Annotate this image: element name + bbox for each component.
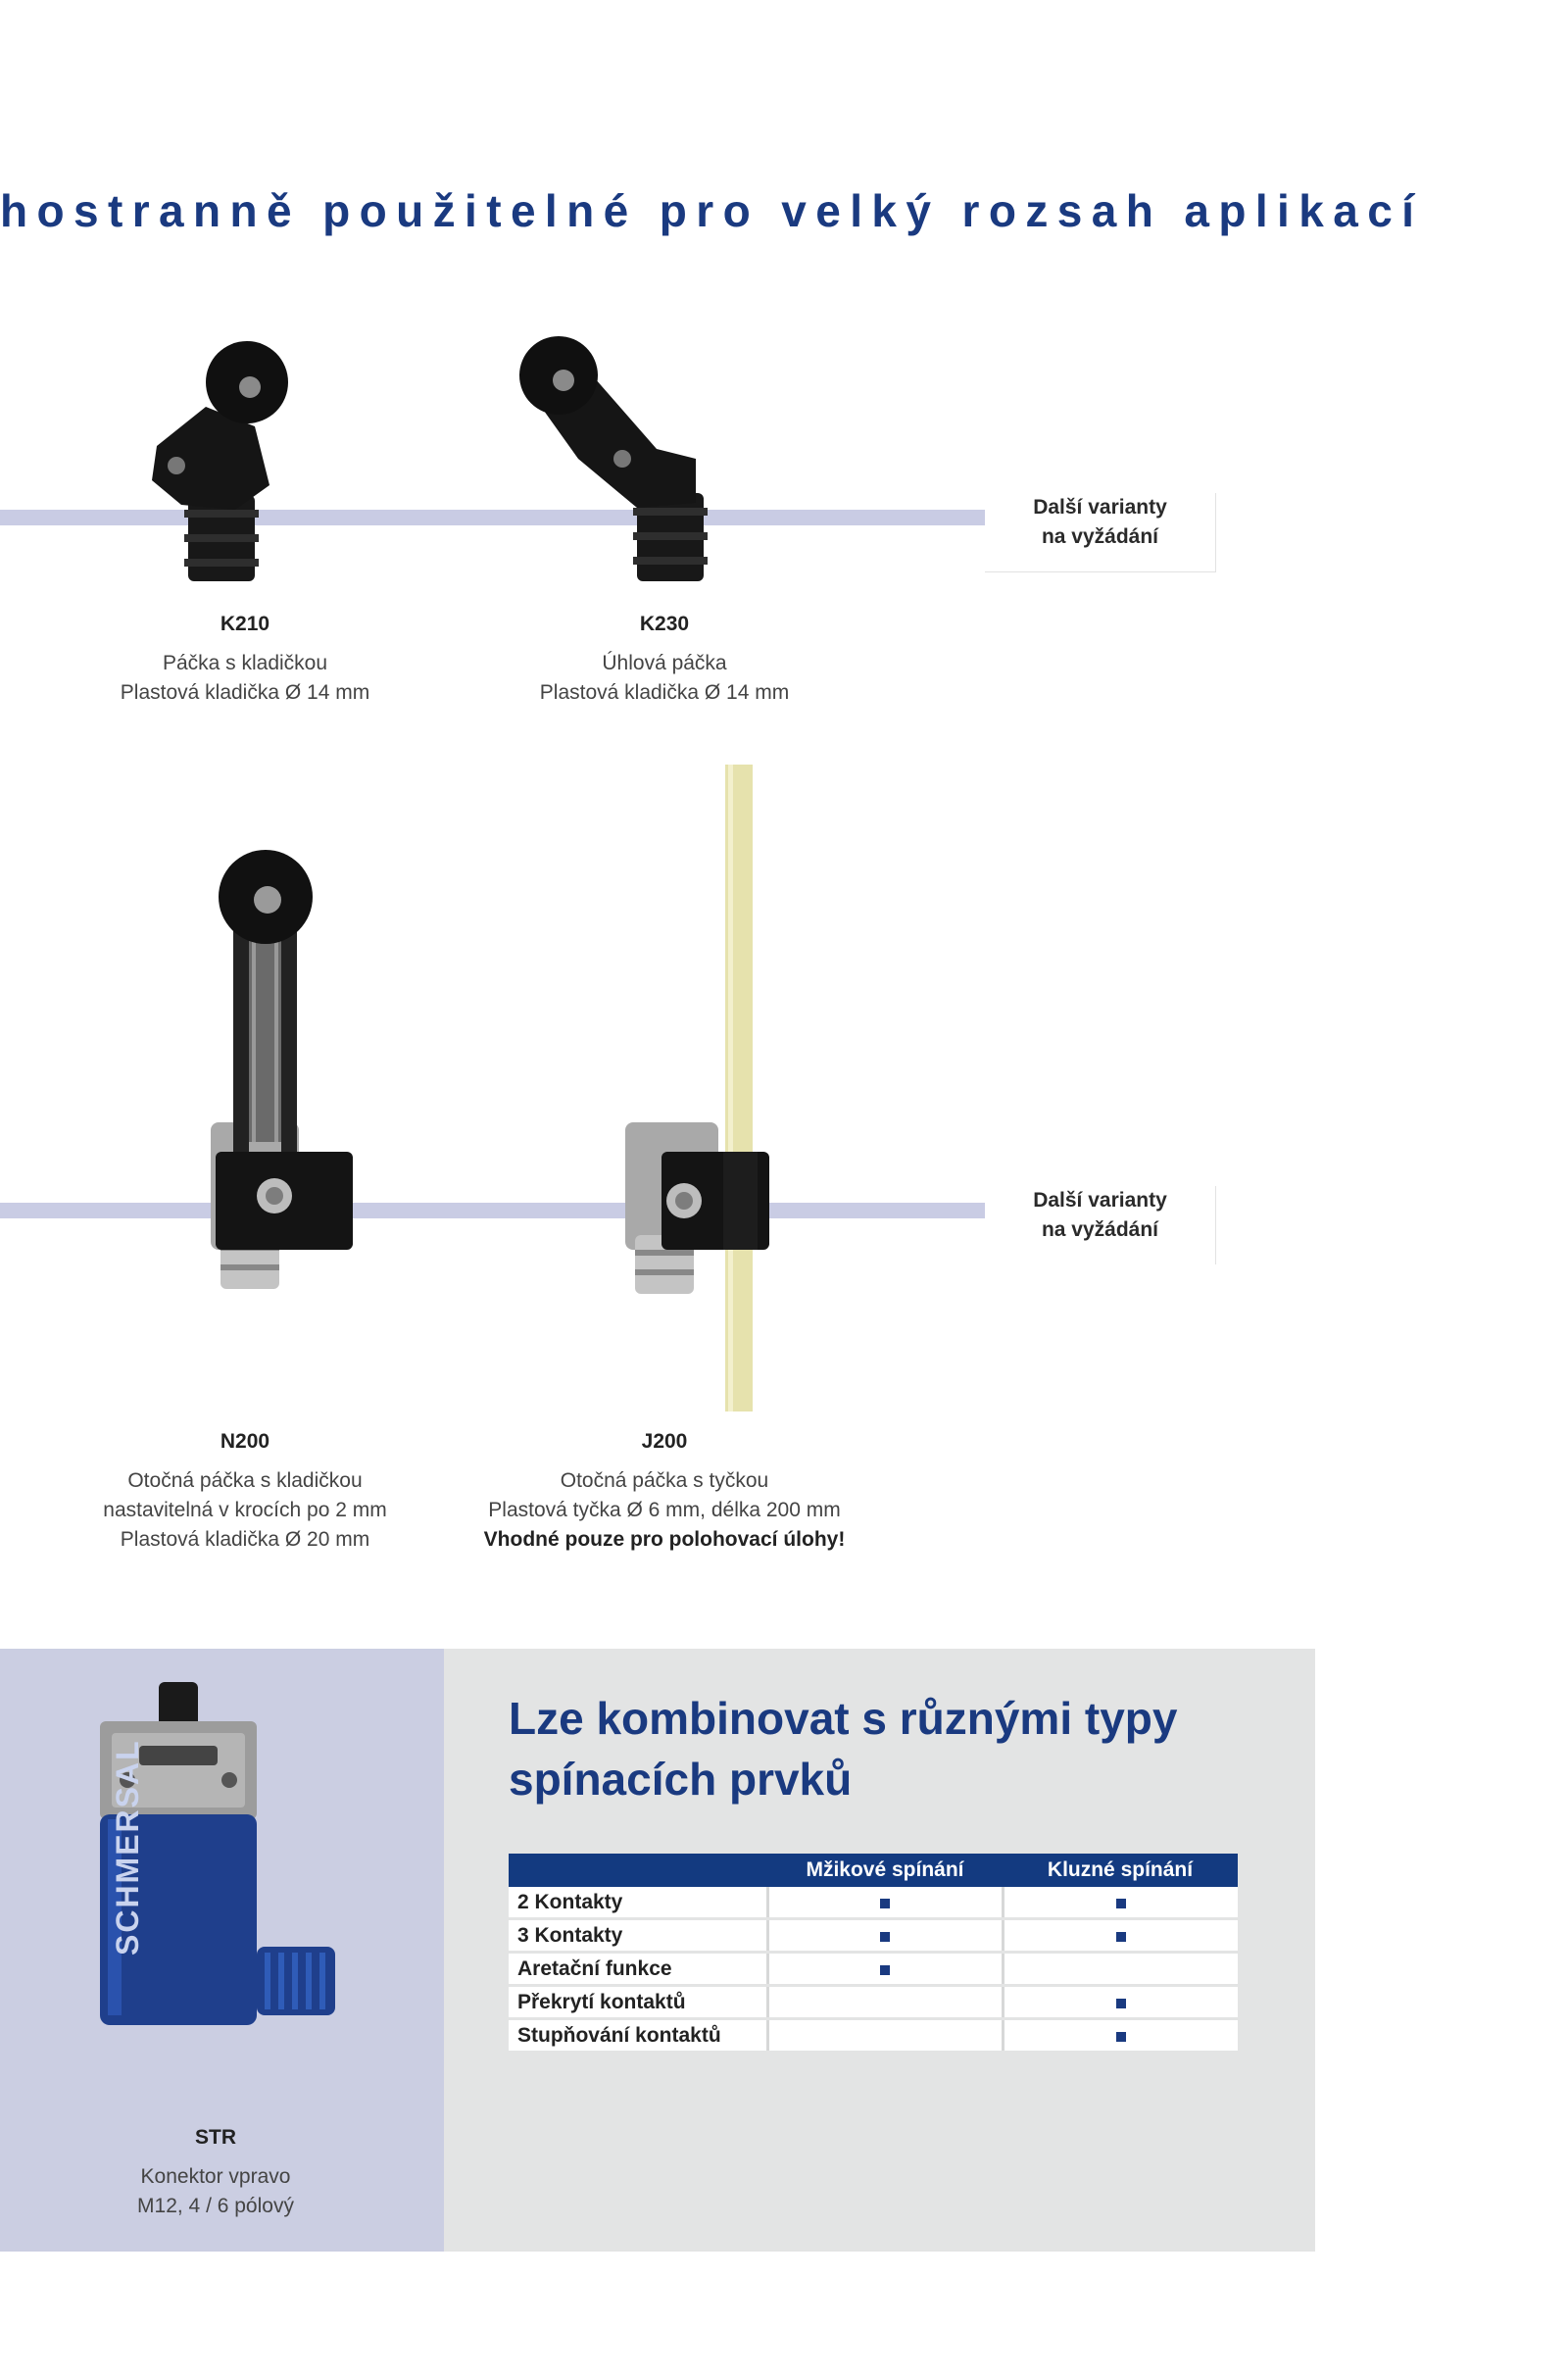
k230-product-image xyxy=(500,331,740,586)
table-row xyxy=(509,1887,1238,1919)
k210-product-image xyxy=(137,338,304,583)
str-caption xyxy=(20,2123,412,2221)
n200-product-image xyxy=(201,838,358,1299)
str-code: STR xyxy=(195,2126,236,2149)
table-header-label xyxy=(509,1854,767,1887)
n200-caption xyxy=(49,1427,441,1555)
square-marker-icon xyxy=(880,1932,890,1942)
table-row-label: 3 Kontakty xyxy=(509,1919,767,1953)
variants-note-row2 xyxy=(985,1186,1216,1264)
variants-note-line2: na vyžádání xyxy=(1041,525,1159,548)
table-header-slow: Kluzné spínání xyxy=(1003,1854,1238,1887)
combination-title-line1: Lze kombinovat s různými typy xyxy=(509,1693,1178,1744)
table-header-snap: Mžikové spínání xyxy=(767,1854,1003,1887)
str-line2: M12, 4 / 6 pólový xyxy=(137,2195,294,2217)
combination-title-line2: spínacích prvků xyxy=(509,1754,853,1805)
table-cell-slow xyxy=(1003,1986,1238,2019)
table-cell-snap xyxy=(767,1919,1003,1953)
divider-bar-row2 xyxy=(0,1203,985,1218)
square-marker-icon xyxy=(880,1899,890,1908)
k210-caption xyxy=(49,610,441,708)
k230-line2: Plastová kladička Ø 14 mm xyxy=(539,681,790,704)
table-cell-slow xyxy=(1003,2019,1238,2053)
variants-note-line1: Další varianty xyxy=(1033,496,1167,519)
table-row xyxy=(509,2019,1238,2053)
square-marker-icon xyxy=(1116,2032,1126,2042)
table-cell-snap xyxy=(767,1953,1003,1986)
j200-caption xyxy=(419,1427,909,1555)
table-row-label: Překrytí kontaktů xyxy=(509,1986,767,2019)
j200-line1: Otočná páčka s tyčkou xyxy=(560,1469,769,1492)
k230-line1: Úhlová páčka xyxy=(602,652,727,674)
table-cell-slow xyxy=(1003,1953,1238,1986)
table-header-row xyxy=(509,1854,1238,1887)
table-row xyxy=(509,1986,1238,2019)
n200-line2: nastavitelná v krocích po 2 mm xyxy=(103,1499,387,1521)
page-headline: hostranně použitelné pro velký rozsah aplikací xyxy=(0,185,1424,236)
square-marker-icon xyxy=(1116,1999,1126,2008)
j200-warning: Vhodné pouze pro polohovací úlohy! xyxy=(483,1528,846,1551)
table-cell-slow xyxy=(1003,1887,1238,1919)
str-brand-text: SCHMERSAL xyxy=(110,1739,145,1956)
table-cell-snap xyxy=(767,1887,1003,1919)
str-line1: Konektor vpravo xyxy=(140,2165,291,2188)
table-row-label: Aretační funkce xyxy=(509,1953,767,1986)
j200-product-image xyxy=(617,765,774,1411)
square-marker-icon xyxy=(1116,1932,1126,1942)
table-row xyxy=(509,1953,1238,1986)
variants-note-line1: Další varianty xyxy=(1033,1189,1167,1212)
k210-code: K210 xyxy=(220,613,270,635)
k210-line2: Plastová kladička Ø 14 mm xyxy=(120,681,370,704)
variants-note-row1 xyxy=(985,493,1216,572)
table-row-label: 2 Kontakty xyxy=(509,1887,767,1919)
j200-line2: Plastová tyčka Ø 6 mm, délka 200 mm xyxy=(488,1499,841,1521)
table-row-label: Stupňování kontaktů xyxy=(509,2019,767,2053)
table-cell-snap xyxy=(767,2019,1003,2053)
k210-line1: Páčka s kladičkou xyxy=(162,652,328,674)
j200-code: J200 xyxy=(641,1430,688,1453)
combination-title xyxy=(509,1688,1253,1809)
n200-line1: Otočná páčka s kladičkou xyxy=(127,1469,363,1492)
n200-code: N200 xyxy=(220,1430,270,1453)
table-cell-snap xyxy=(767,1986,1003,2019)
n200-line3: Plastová kladička Ø 20 mm xyxy=(120,1528,370,1551)
variants-note-line2: na vyžádání xyxy=(1041,1218,1159,1241)
table-cell-slow xyxy=(1003,1919,1238,1953)
square-marker-icon xyxy=(880,1965,890,1975)
k230-code: K230 xyxy=(639,613,690,635)
k230-caption xyxy=(468,610,860,708)
table-row xyxy=(509,1919,1238,1953)
square-marker-icon xyxy=(1116,1899,1126,1908)
combination-table xyxy=(509,1854,1238,2054)
